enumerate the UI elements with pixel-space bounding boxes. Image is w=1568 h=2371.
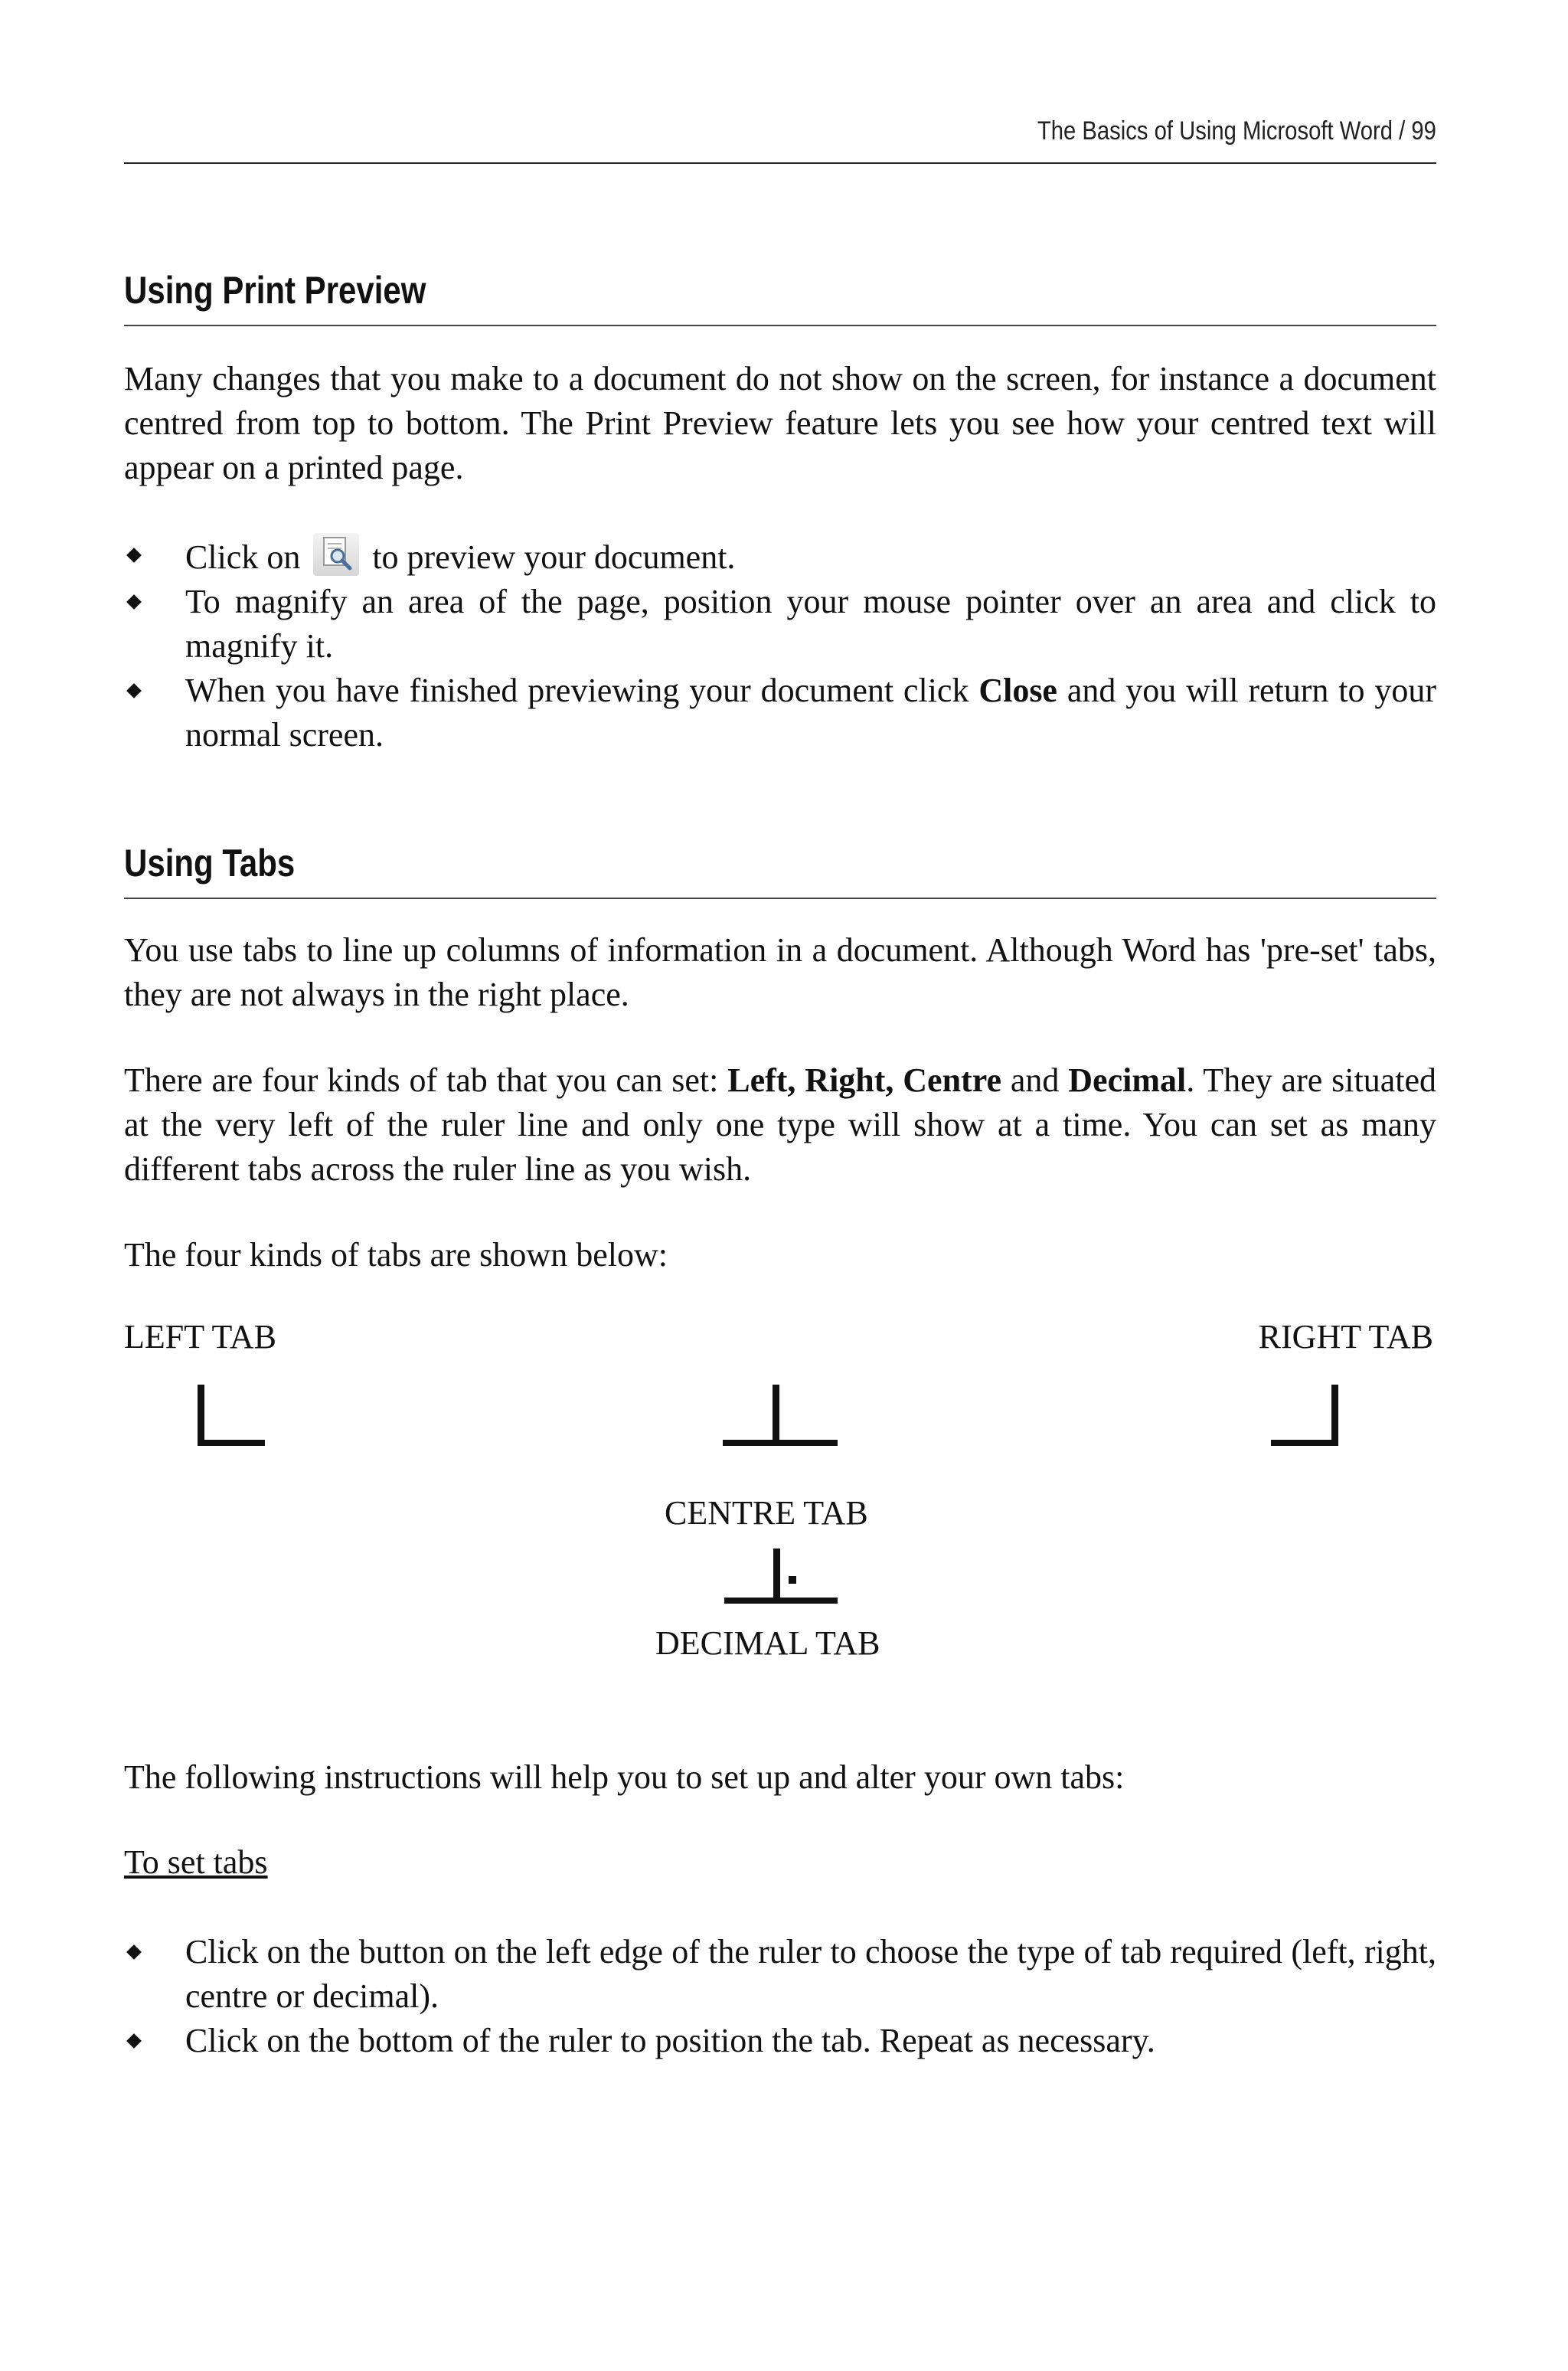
print-preview-intro: Many changes that you make to a document do not show on the screen, for instance a document centred from top to bottom. The Print Preview feature lets you see how your centred text will appear on a printed page. (124, 360, 1436, 486)
list-item: To magnify an area of the page, position your mouse pointer over an area and click to magnify it. (124, 580, 1436, 669)
tabs-para-1: You use tabs to line up columns of information in a document. Although Word has 'pre-set' tabs, they are not always in the right place. (124, 931, 1436, 1013)
running-head: The Basics of Using Microsoft Word / 99 (1037, 116, 1436, 146)
section-rule-print-preview (124, 325, 1436, 326)
decimal-tab-icon (724, 1549, 847, 1613)
centre-tab-icon (723, 1385, 845, 1449)
tabs-para-4: The following instructions will help you to set up and alter your own tabs: (124, 1758, 1125, 1796)
diamond-bullet-icon (126, 548, 142, 563)
centre-tab-label: CENTRE TAB (665, 1494, 868, 1532)
set-tabs-bullets (124, 1930, 1436, 2063)
tabs-para-2: There are four kinds of tab that you can set: Left, Right, Centre and Decimal. They are situated at the very left of the ruler line and only one type will show at a time. You can set as many different tabs across the ruler line as you wish. (124, 1061, 1437, 1188)
left-tab-label: LEFT TAB (124, 1318, 276, 1356)
print-preview-icon[interactable] (313, 533, 359, 576)
right-tab-label: RIGHT TAB (1258, 1318, 1433, 1356)
section-title-using-tabs: Using Tabs (124, 842, 296, 885)
decimal-tab-label: DECIMAL TAB (655, 1624, 880, 1662)
section-rule-using-tabs (124, 898, 1436, 899)
diamond-bullet-icon (126, 683, 142, 698)
tabs-para-3: The four kinds of tabs are shown below: (124, 1236, 668, 1274)
header-rule (124, 162, 1436, 164)
subhead-to-set-tabs: To set tabs (124, 1843, 268, 1881)
right-tab-icon (1271, 1385, 1348, 1449)
diamond-bullet-icon (126, 2033, 142, 2049)
list-item: Click on to preview your document. (124, 533, 1436, 580)
print-preview-bullets (124, 533, 1436, 757)
section-title-print-preview: Using Print Preview (124, 269, 426, 312)
diamond-bullet-icon (126, 594, 142, 610)
diamond-bullet-icon (126, 1944, 142, 1960)
list-item: Click on the bottom of the ruler to position the tab. Repeat as necessary. (124, 2019, 1436, 2063)
left-tab-icon (198, 1385, 274, 1449)
list-item: Click on the button on the left edge of the ruler to choose the type of tab required (left, right, centre or decimal). (124, 1930, 1436, 2019)
list-item: When you have finished previewing your document click Close and you will return to your normal screen. (124, 669, 1436, 757)
